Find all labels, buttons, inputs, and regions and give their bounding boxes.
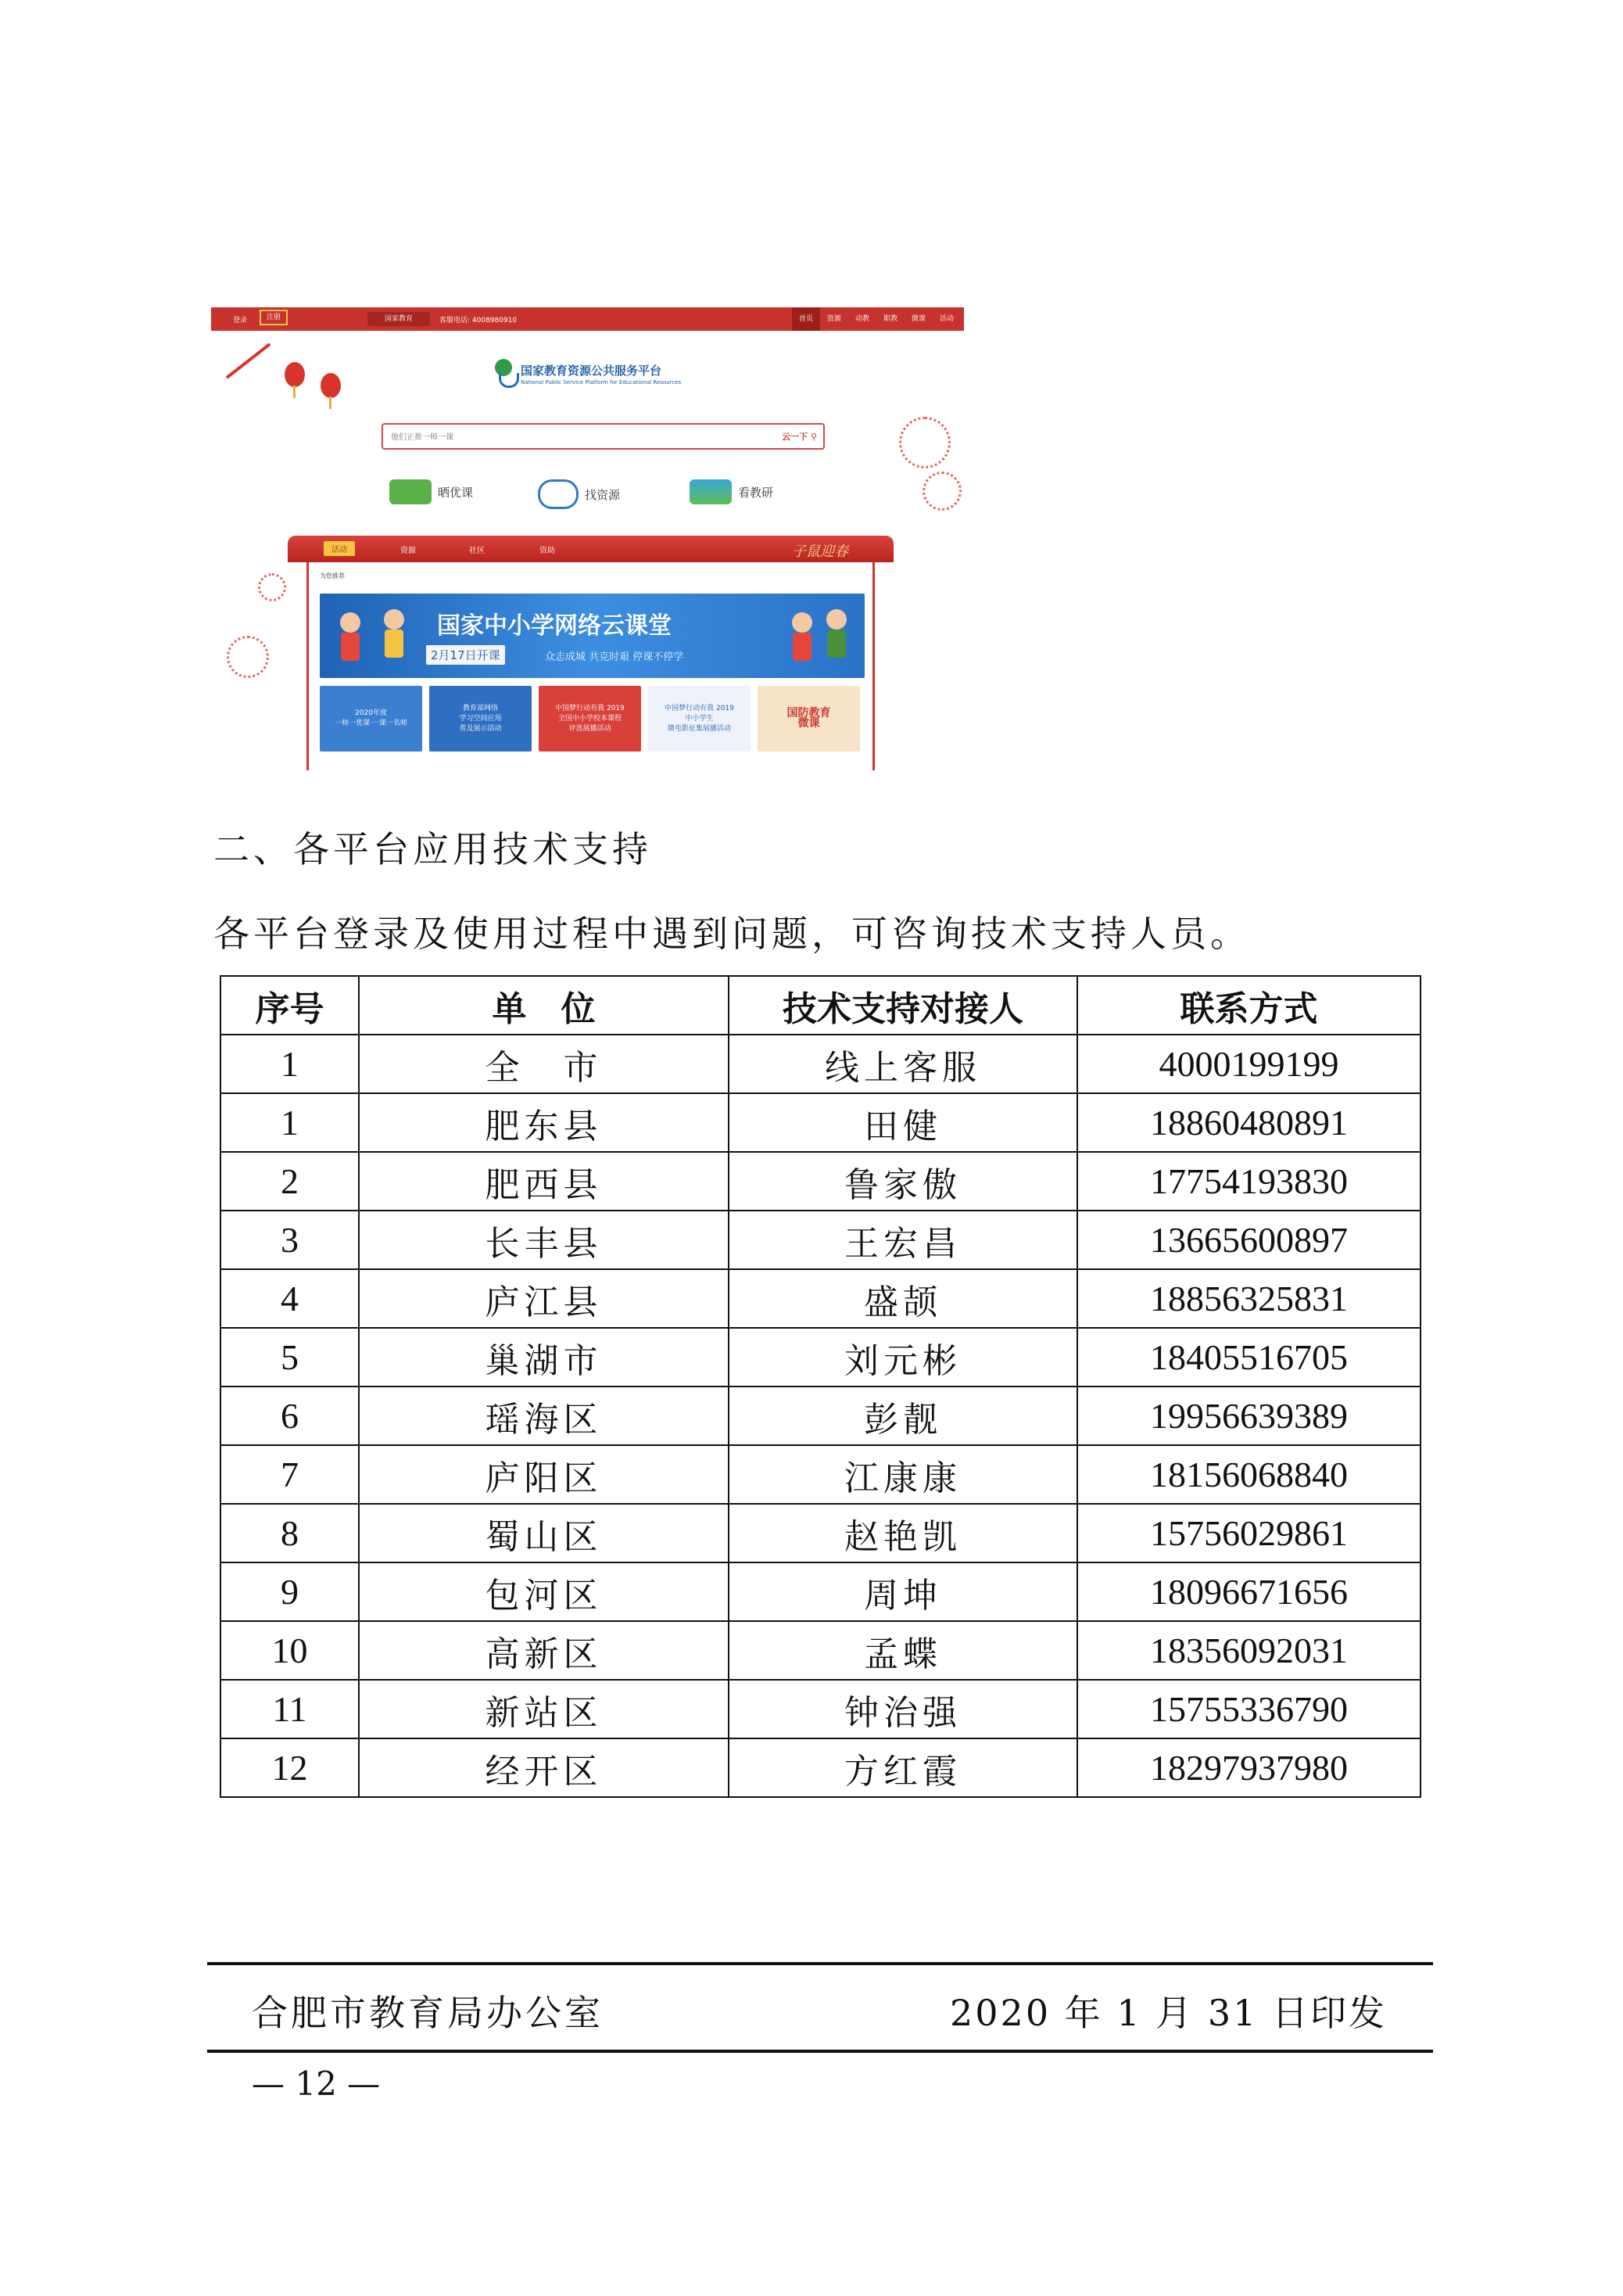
row-unit: 新站区 <box>359 1680 729 1738</box>
banner-slogan: 众志成城 共克时艰 停课不停学 <box>545 651 684 663</box>
quick-link-research[interactable] <box>690 479 773 504</box>
row-phone: 15755336790 <box>1077 1680 1421 1738</box>
nav-vocational[interactable]: 职教 <box>883 315 897 323</box>
row-phone: 18096671656 <box>1077 1562 1421 1621</box>
row-index: 2 <box>220 1152 359 1211</box>
row-phone: 15756029861 <box>1077 1504 1421 1562</box>
row-unit: 长丰县 <box>359 1211 729 1269</box>
tab-activities[interactable]: 活动 <box>324 541 355 556</box>
platform-logo-icon <box>495 359 515 390</box>
row-phone: 18856325831 <box>1077 1269 1421 1328</box>
issue-date: 2020 年 1 月 31 日印发 <box>950 1992 1387 2034</box>
table-row <box>220 1445 1421 1504</box>
row-phone: 18156068840 <box>1077 1445 1421 1504</box>
thumbnail-card[interactable]: 中国梦行动有我 2019 中小学生 微电影征集展播活动 <box>648 686 751 752</box>
nav-k12[interactable]: 动教 <box>854 315 869 323</box>
resources-icon <box>538 479 579 509</box>
table-row <box>220 1093 1421 1152</box>
quick-link-label: 晒优课 <box>438 485 474 500</box>
table-row <box>220 1387 1421 1445</box>
tab-funding[interactable]: 资助 <box>539 547 555 555</box>
row-person: 线上客服 <box>729 1035 1077 1093</box>
table-row <box>220 1562 1421 1621</box>
table-header-row <box>220 976 1421 1035</box>
row-person: 江康康 <box>729 1445 1077 1504</box>
row-unit: 庐江县 <box>359 1269 729 1328</box>
firework-icon <box>923 472 962 511</box>
row-unit: 肥西县 <box>359 1152 729 1211</box>
site-nav <box>792 307 961 331</box>
header-contact-person: 技术支持对接人 <box>729 976 1077 1035</box>
table-row <box>220 1504 1421 1562</box>
header-index: 序号 <box>220 976 359 1035</box>
intro-paragraph: 各平台登录及使用过程中遇到问题，可咨询技术支持人员。 <box>213 913 1250 955</box>
section-heading: 二、各平台应用技术支持 <box>213 828 652 870</box>
row-index: 1 <box>220 1035 359 1093</box>
row-unit: 庐阳区 <box>359 1445 729 1504</box>
row-index: 12 <box>220 1738 359 1797</box>
row-unit: 经开区 <box>359 1738 729 1797</box>
row-index: 8 <box>220 1504 359 1562</box>
quick-link-lessons[interactable] <box>389 479 473 504</box>
row-unit: 蜀山区 <box>359 1504 729 1562</box>
header-unit: 单 位 <box>359 976 729 1035</box>
row-unit: 包河区 <box>359 1562 729 1621</box>
recommend-panel <box>306 562 875 770</box>
row-person: 赵艳凯 <box>729 1504 1077 1562</box>
tab-community[interactable]: 社区 <box>469 547 485 555</box>
nav-microcourse[interactable]: 微课 <box>911 315 926 323</box>
row-unit: 瑶海区 <box>359 1387 729 1445</box>
lantern-icon <box>285 362 305 387</box>
site-search-input[interactable] <box>389 428 721 447</box>
table-row <box>220 1035 1421 1093</box>
row-index: 11 <box>220 1680 359 1738</box>
content-tab-bar <box>288 536 894 562</box>
row-person: 孟蝶 <box>729 1621 1077 1680</box>
banner-title: 国家中小学网络云课堂 <box>437 612 672 640</box>
lantern-icon <box>321 373 341 398</box>
row-unit: 肥东县 <box>359 1093 729 1152</box>
platform-title: 国家教育资源公共服务平台 <box>521 364 662 378</box>
row-person: 彭靓 <box>729 1387 1077 1445</box>
row-phone: 18860480891 <box>1077 1093 1421 1152</box>
row-index: 3 <box>220 1211 359 1269</box>
row-person: 王宏昌 <box>729 1211 1077 1269</box>
quick-link-resources[interactable] <box>538 479 620 509</box>
site-logo-mini[interactable]: 国家教育 <box>367 312 430 326</box>
red-arrow-pointer <box>226 343 271 378</box>
firework-icon <box>899 417 951 468</box>
site-top-bar <box>211 307 964 331</box>
row-phone: 13665600897 <box>1077 1211 1421 1269</box>
nav-resources[interactable]: 资源 <box>826 315 841 323</box>
cartoon-kid-icon <box>789 612 815 669</box>
table-row <box>220 1211 1421 1269</box>
thumbnail-row <box>320 686 860 752</box>
search-button[interactable]: 云一下 ⚲ <box>782 432 817 442</box>
table-row <box>220 1680 1421 1738</box>
row-index: 4 <box>220 1269 359 1328</box>
thumbnail-card[interactable]: 2020年度 一师一优课·一课一名师 <box>320 686 422 752</box>
site-search-box <box>382 423 825 450</box>
festival-text: 子鼠迎春 <box>792 544 848 560</box>
research-icon <box>690 479 732 504</box>
row-index: 9 <box>220 1562 359 1621</box>
row-phone: 19956639389 <box>1077 1387 1421 1445</box>
row-phone: 17754193830 <box>1077 1152 1421 1211</box>
row-unit: 高新区 <box>359 1621 729 1680</box>
cartoon-kid-icon <box>381 609 407 665</box>
footer-bottom-rule <box>207 2050 1433 2053</box>
register-link[interactable]: 注册 <box>260 310 288 325</box>
row-index: 5 <box>220 1328 359 1387</box>
platform-subtitle: National Public Service Platform for Educational Resources <box>521 379 682 386</box>
row-index: 1 <box>220 1093 359 1152</box>
header-contact-info: 联系方式 <box>1077 976 1421 1035</box>
row-person: 盛颉 <box>729 1269 1077 1328</box>
row-index: 6 <box>220 1387 359 1445</box>
row-person: 田健 <box>729 1093 1077 1152</box>
table-row <box>220 1621 1421 1680</box>
footer-top-rule <box>207 1962 1433 1965</box>
row-person: 刘元彬 <box>729 1328 1077 1387</box>
table-row <box>220 1328 1421 1387</box>
quick-link-label: 看教研 <box>738 485 774 500</box>
table-row <box>220 1152 1421 1211</box>
quick-link-label: 找资源 <box>585 487 621 502</box>
search-icon: ⚲ <box>810 432 817 442</box>
support-contacts-table <box>220 975 1421 1798</box>
banner-date: 2月17日开课 <box>426 645 505 665</box>
table-row <box>220 1738 1421 1797</box>
row-phone: 4000199199 <box>1077 1035 1421 1093</box>
row-person: 钟治强 <box>729 1680 1077 1738</box>
firework-icon <box>258 573 286 601</box>
recommend-label: 为您推荐 <box>320 572 345 579</box>
nav-home[interactable]: 首页 <box>792 307 820 331</box>
thumbnail-card[interactable]: 中国梦行动有我 2019 全国中小学校本课程 评选展播活动 <box>539 686 641 752</box>
row-phone: 18356092031 <box>1077 1621 1421 1680</box>
row-person: 周坤 <box>729 1562 1077 1621</box>
row-index: 10 <box>220 1621 359 1680</box>
thumbnail-card[interactable]: 教育部网络 学习空间应用 普及展示活动 <box>429 686 532 752</box>
row-phone: 18405516705 <box>1077 1328 1421 1387</box>
cartoon-kid-icon <box>337 612 364 669</box>
cartoon-kid-icon <box>823 609 850 665</box>
lessons-icon <box>389 479 432 504</box>
row-phone: 18297937980 <box>1077 1738 1421 1797</box>
row-person: 方红霞 <box>729 1738 1077 1797</box>
nav-activities[interactable]: 活动 <box>939 315 954 323</box>
platform-screenshot <box>211 307 964 770</box>
hotline-text: 客服电话: 4008980910 <box>439 317 518 325</box>
row-unit: 全 市 <box>359 1035 729 1093</box>
page-number: — 12 — <box>252 2065 381 2103</box>
table-row <box>220 1269 1421 1328</box>
thumbnail-card[interactable]: 国防教育 微课 <box>758 686 860 752</box>
issuing-office: 合肥市教育局办公室 <box>252 1992 604 2034</box>
tab-resources[interactable]: 资源 <box>400 547 416 555</box>
row-person: 鲁家傲 <box>729 1152 1077 1211</box>
cloud-classroom-banner[interactable] <box>320 594 865 678</box>
login-link[interactable]: 登录 <box>233 317 248 325</box>
row-unit: 巢湖市 <box>359 1328 729 1387</box>
firework-icon <box>227 636 269 678</box>
row-index: 7 <box>220 1445 359 1504</box>
